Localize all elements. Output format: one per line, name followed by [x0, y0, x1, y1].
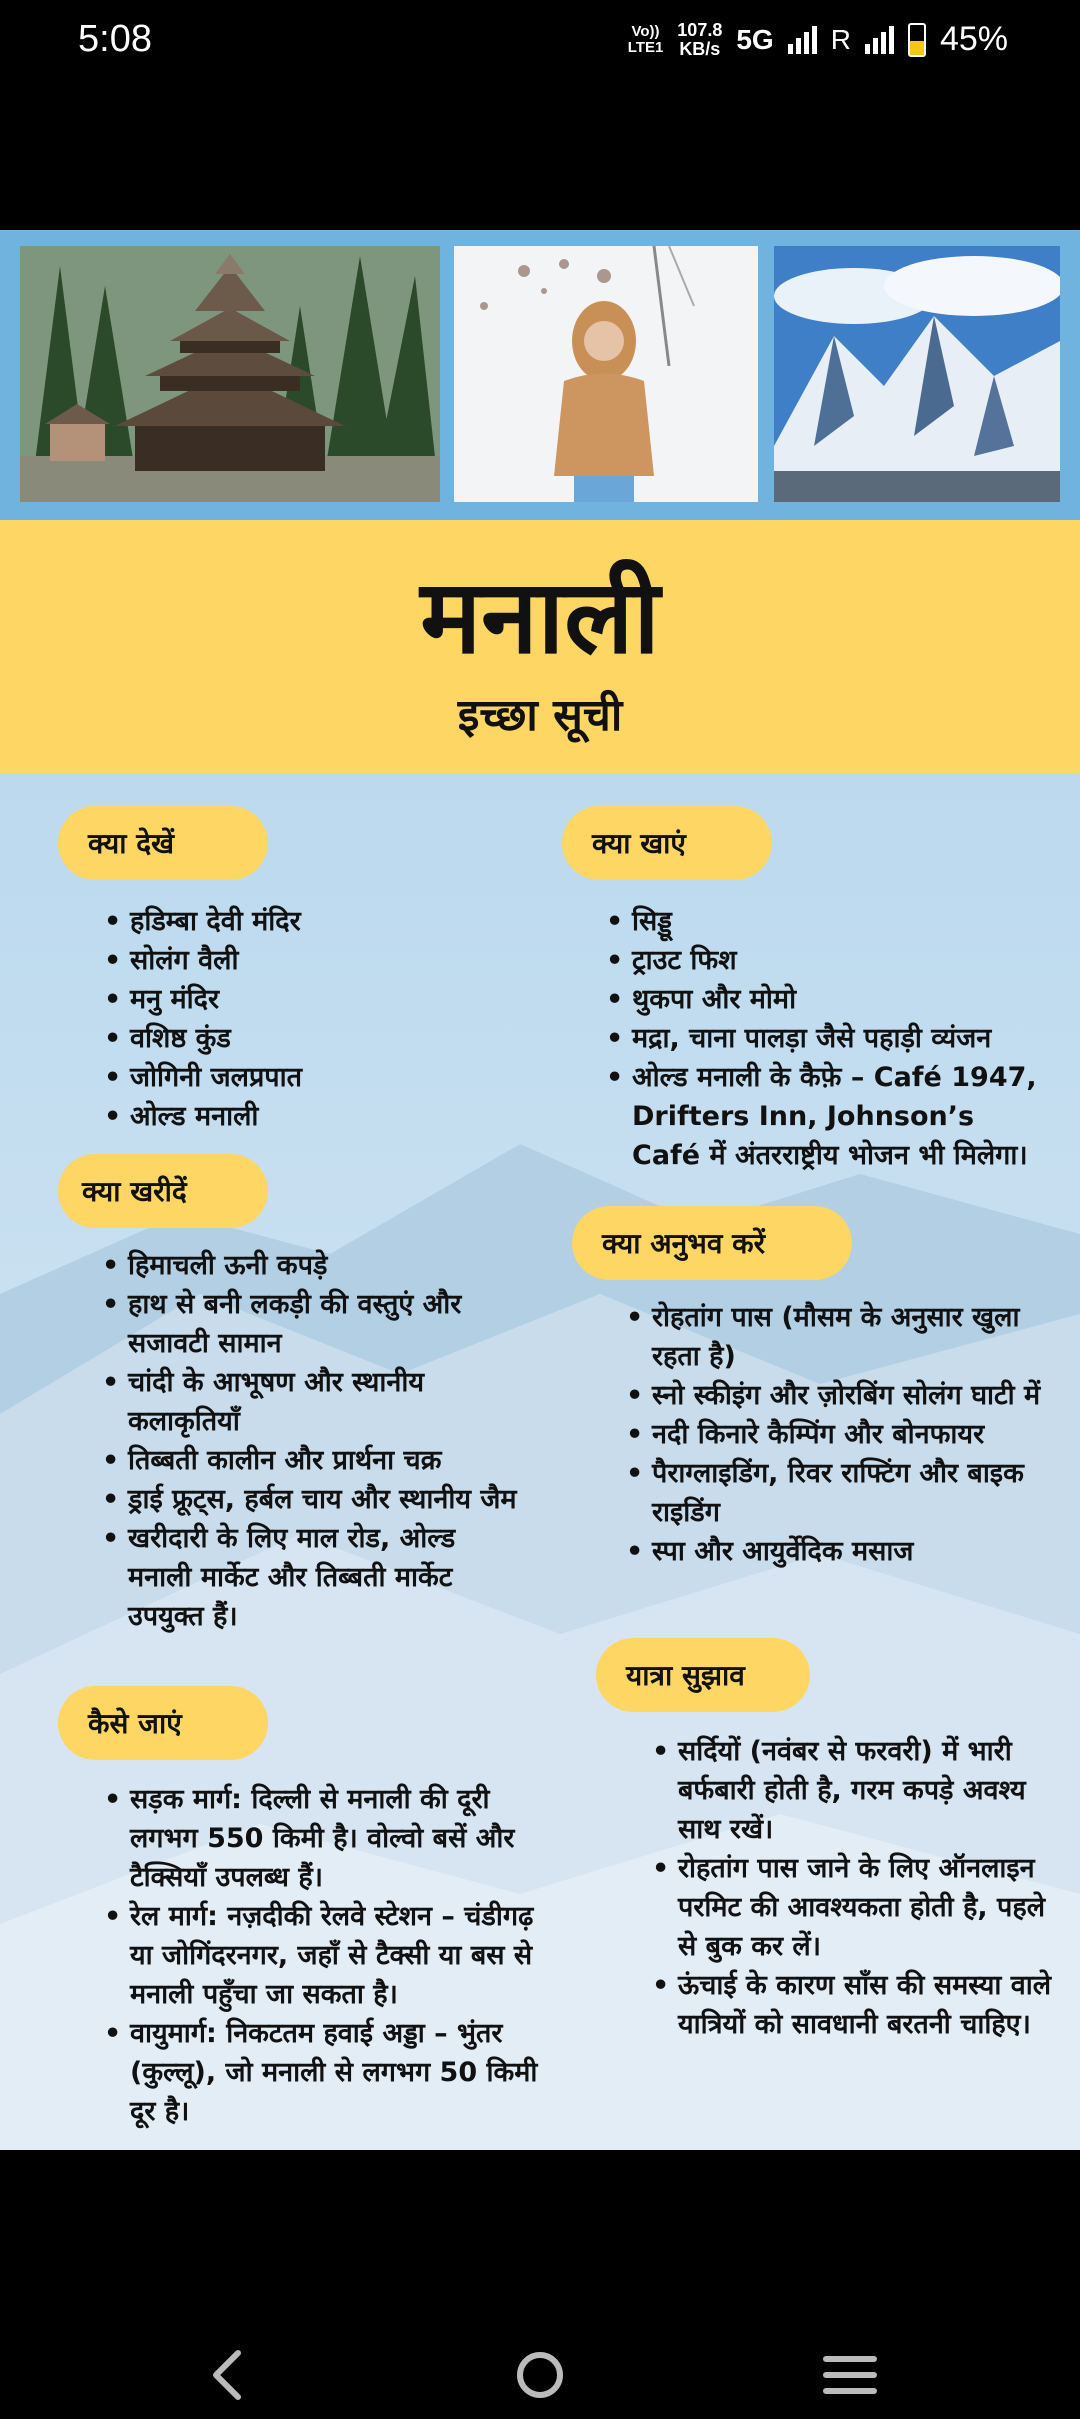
list-tips — [652, 1732, 1052, 2044]
list-item: • ऊंचाई के कारण साँस की समस्या वाले यात्रियों को सावधानी बरतनी चाहिए। — [652, 1966, 1052, 2044]
list-item: • सर्दियों (नवंबर से फरवरी) में भारी बर्फबारी होती है, गरम कपड़े अवश्य साथ रखें। — [652, 1732, 1052, 1849]
recents-icon[interactable] — [810, 2335, 890, 2415]
temple-photo — [20, 246, 440, 502]
list-item: • रेल मार्ग: नज़दीकी रेलवे स्टेशन – चंडीगढ़ या जोगिंदरनगर, जहाँ से टैक्सी या बस से मनाली पहुँचा जा सकता है। — [104, 1897, 564, 2014]
list-item: • चांदी के आभूषण और स्थानीय कलाकृतियाँ — [102, 1363, 522, 1441]
list-item: • स्पा और आयुर्वेदिक मसाज — [626, 1532, 1046, 1571]
list-item: • सोलंग वैली — [104, 941, 464, 980]
poster-subtitle: इच्छा सूची — [457, 690, 623, 741]
heading-tips: यात्रा सुझाव — [596, 1638, 810, 1712]
navigation-bar — [0, 2150, 1080, 2408]
title-band — [0, 520, 1080, 774]
list-item: • खरीदारी के लिए माल रोड, ओल्ड मनाली मार्केट और तिब्बती मार्केट उपयुक्त हैं। — [102, 1519, 522, 1636]
list-item: • ट्राउट फिश — [606, 941, 1046, 980]
network-speed: 107.8 KB/s — [677, 19, 723, 59]
volte-indicator: Vo)) LTE1 — [627, 22, 664, 56]
network-type: 5G — [736, 23, 774, 55]
list-buy — [102, 1246, 522, 1636]
list-item: • स्नो स्कीइंग और ज़ोरबिंग सोलंग घाटी में — [626, 1376, 1046, 1415]
list-item: • हडिम्बा देवी मंदिर — [104, 902, 464, 941]
snow-person-photo — [454, 246, 758, 502]
status-icons — [628, 20, 1008, 59]
list-eat — [606, 902, 1046, 1175]
list-item: • तिब्बती कालीन और प्रार्थना चक्र — [102, 1441, 522, 1480]
list-item: • नदी किनारे कैम्पिंग और बोनफायर — [626, 1415, 1046, 1454]
list-item: • मद्रा, चाना पालड़ा जैसे पहाड़ी व्यंजन — [606, 1019, 1046, 1058]
heading-reach: कैसे जाएं — [58, 1686, 268, 1760]
list-item: • हिमाचली ऊनी कपड़े — [102, 1246, 522, 1285]
list-item: • जोगिनी जलप्रपात — [104, 1058, 464, 1097]
snowy-mountains-photo — [774, 246, 1060, 502]
heading-see: क्या देखें — [58, 806, 268, 880]
list-item: • थुकपा और मोमो — [606, 980, 1046, 1019]
list-item: • पैराग्लाइडिंग, रिवर राफ्टिंग और बाइक राइडिंग — [626, 1454, 1046, 1532]
list-item: • ओल्ड मनाली के कैफ़े – Café 1947, Drifters Inn, Johnson’s Café में अंतरराष्ट्रीय भोजन भी मिलेगा। — [606, 1058, 1046, 1175]
signal-icon — [788, 26, 817, 54]
list-item: • रोहतांग पास जाने के लिए ऑनलाइन परमिट की आवश्यकता होती है, पहले से बुक कर लें। — [652, 1849, 1052, 1966]
list-item: • सिड्डू — [606, 902, 1046, 941]
back-icon[interactable] — [188, 2335, 268, 2415]
list-item: • ड्राई फ्रूट्स, हर्बल चाय और स्थानीय जैम — [102, 1480, 522, 1519]
list-item: • वशिष्ठ कुंड — [104, 1019, 464, 1058]
list-item: • सड़क मार्ग: दिल्ली से मनाली की दूरी लगभग 550 किमी है। वोल्वो बसें और टैक्सियाँ उपलब्ध हैं। — [104, 1780, 564, 1897]
list-reach — [104, 1780, 564, 2131]
poster-body — [0, 774, 1080, 2150]
list-item: • रोहतांग पास (मौसम के अनुसार खुला रहता है) — [626, 1298, 1046, 1376]
list-see — [104, 902, 464, 1136]
battery-icon — [908, 23, 926, 57]
photo-strip — [0, 230, 1080, 520]
wishlist-poster — [0, 230, 1080, 2150]
poster-title: मनाली — [420, 558, 660, 677]
heading-experience: क्या अनुभव करें — [572, 1206, 852, 1280]
list-item: • ओल्ड मनाली — [104, 1097, 464, 1136]
list-experience — [626, 1298, 1046, 1571]
heading-eat: क्या खाएं — [562, 806, 772, 880]
status-bar — [0, 0, 1080, 90]
list-item: • मनु मंदिर — [104, 980, 464, 1019]
roaming-indicator: R — [830, 23, 851, 55]
battery-percent: 45% — [939, 20, 1008, 58]
home-icon[interactable] — [500, 2335, 580, 2415]
signal-icon-2 — [865, 26, 894, 54]
status-time: 5:08 — [78, 18, 152, 60]
list-item: • हाथ से बनी लकड़ी की वस्तुएं और सजावटी सामान — [102, 1285, 522, 1363]
list-item: • वायुमार्ग: निकटतम हवाई अड्डा – भुंतर (कुल्लू), जो मनाली से लगभग 50 किमी दूर है। — [104, 2014, 564, 2131]
heading-buy: क्या खरीदें — [58, 1154, 268, 1228]
